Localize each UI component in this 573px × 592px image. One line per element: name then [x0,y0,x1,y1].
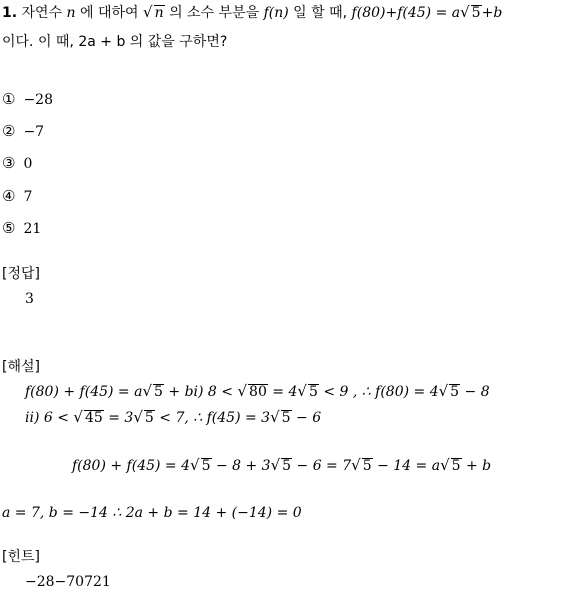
math-expr: f(80) + f(45) = 4 [72,458,191,474]
choice-mark: ⑤ [2,219,16,237]
choice-mark: ④ [2,187,16,205]
math-expr: ii) 6 < [25,410,74,426]
sqrt-sign: √ [297,382,307,400]
choice-mark: ② [2,122,16,140]
explanation-label: [해설] [2,359,40,375]
question-line-2: 이다. 이 때, 2a + b 의 값을 구하면? [2,34,228,50]
choice-mark: ③ [2,154,16,172]
choice-value: 0 [23,156,33,172]
math-expr: = 3 [103,410,134,426]
math-expr: − 6 = 7 [292,458,352,474]
math-radicand: 5 [281,410,291,426]
math-expr: + b [461,458,492,474]
choice-value: −7 [23,124,45,140]
sqrt-sign: √ [133,408,143,426]
math-radicand: 5 [450,384,460,400]
sqrt-sign: √ [73,408,83,426]
question-line-1 [2,2,502,23]
math-expr: f(n) [263,5,289,21]
choice-value: 21 [23,221,42,237]
math-expr: < 9 , ∴ f(80) = 4 [318,384,439,400]
choice-1[interactable] [2,89,53,110]
hint-value: −28−70721 [25,574,111,590]
choice-3[interactable] [2,153,32,174]
math-radicand: 5 [362,458,372,474]
math-radicand: 5 [144,410,154,426]
math-radicand: n [154,5,164,21]
math-expr: = 4 [267,384,298,400]
explanation-line-4: a = 7, b = −14 ∴ 2a + b = 14 + (−14) = 0 [2,505,302,521]
sqrt-sign: √ [237,382,248,400]
math-radicand: 45 [84,410,103,426]
choice-4[interactable] [2,186,32,207]
answer-value: 3 [25,291,34,307]
question-text: 일 할 때, [293,5,348,21]
math-expr: − 8 + 3 [211,458,271,474]
question-text: 의 소수 부분을 [169,5,260,21]
math-radicand: 5 [451,458,461,474]
math-var: n [66,5,76,21]
math-radicand: 5 [471,5,481,21]
choice-5[interactable] [2,218,41,239]
hint-label: [힌트] [2,549,40,565]
choice-value: −28 [23,92,53,108]
explanation-line-2 [25,407,321,428]
sqrt-sign: √ [351,456,361,474]
math-radicand: 5 [154,384,163,400]
math-expr: f(80)+f(45) = a [351,5,461,21]
sqrt-sign: √ [270,456,281,474]
math-expr: − 8 [460,384,490,400]
sqrt-sign: √ [142,382,153,400]
explanation-line-1 [25,381,490,402]
answer-label: [정답] [2,266,40,282]
math-expr: − 6 [291,410,322,426]
math-expr: f(80) + f(45) = a [25,384,143,400]
sqrt-sign: √ [190,456,200,474]
math-expr: + bi) 8 < [163,384,238,400]
choice-mark: ① [2,90,16,108]
explanation-line-3 [72,455,491,476]
math-expr: < 7, ∴ f(45) = 3 [154,410,271,426]
sqrt-sign: √ [440,456,450,474]
sqrt-sign: √ [460,3,470,21]
math-radicand: 5 [201,458,211,474]
choice-value: 7 [23,189,33,205]
sqrt-sign: √ [143,3,153,21]
choice-2[interactable] [2,121,44,142]
question-text: 자연수 [21,5,63,21]
math-expr: +b [481,5,503,21]
math-expr: − 14 = a [372,458,441,474]
math-radicand: 5 [308,384,318,400]
math-radicand: 5 [282,458,292,474]
sqrt-sign: √ [270,408,280,426]
sqrt-sign: √ [438,382,449,400]
math-radicand: 80 [249,384,267,400]
question-text: 에 대하여 [80,5,139,21]
question-number: 1. [2,5,18,21]
